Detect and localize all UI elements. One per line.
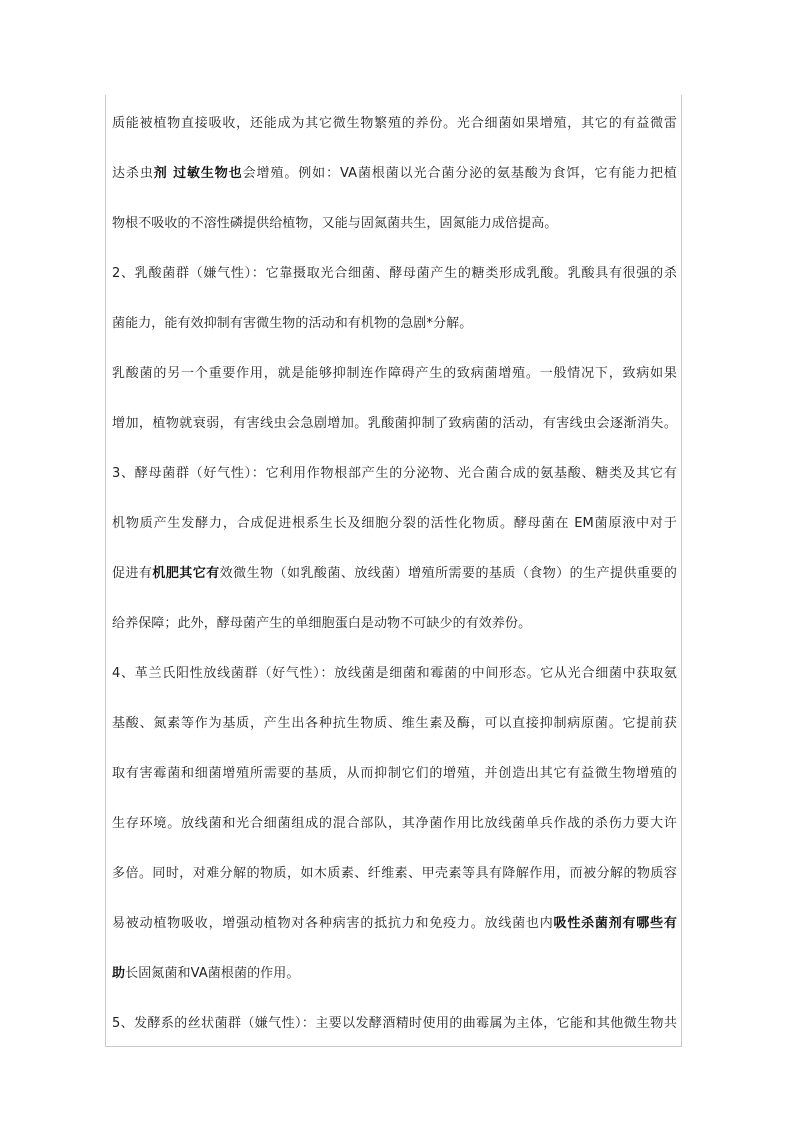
text-segment: 效微生物（如乳酸菌、放线菌）增殖所需要的基质（食物）的生产提供重要的 [219, 566, 677, 581]
text-line [112, 262, 677, 286]
text-segment: 达杀虫 [112, 166, 154, 181]
text-segment: 5、发酵系的丝状菌群（嫌气性）：主要以发酵酒精时使用的曲霉属为主体，它能和其他微生物共 [112, 1016, 677, 1031]
text-segment: 长固氮菌和VA菌根菌的作用。 [125, 966, 300, 981]
text-line [112, 512, 677, 536]
text-segment: 生存环境。放线菌和光合细菌组成的混合部队，其净菌作用比放线菌单兵作战的杀伤力要大许 [112, 816, 677, 831]
text-segment: 机物质产生发酵力，合成促进根系生长及细胞分裂的活性化物质。酵母菌在 EM菌原液中对于 [112, 516, 677, 531]
bold-text: 机肥其它有 [152, 566, 220, 581]
text-line [112, 162, 677, 186]
text-line [112, 212, 677, 236]
text-line [112, 462, 677, 486]
text-segment: 3、酵母菌群（好气性）：它利用作物根部产生的分泌物、光合菌合成的氨基酸、糖类及其它有 [112, 466, 677, 481]
text-line [112, 612, 677, 636]
text-line [112, 312, 677, 336]
bold-text: 助 [112, 966, 126, 981]
text-line [112, 412, 677, 436]
text-line [112, 362, 677, 386]
text-segment: 2、乳酸菌群（嫌气性）：它靠摄取光合细菌、酵母菌产生的糖类形成乳酸。乳酸具有很强的杀 [112, 266, 677, 281]
text-segment: 给养保障；此外，酵母菌产生的单细胞蛋白是动物不可缺少的有效养份。 [112, 616, 532, 631]
text-segment: 取有害霉菌和细菌增殖所需要的基质，从而抑制它们的增殖，并创造出其它有益微生物增殖的 [112, 766, 677, 781]
text-segment: 会增殖。例如：VA菌根菌以光合菌分泌的氨基酸为食饵，它有能力把植 [242, 166, 677, 181]
text-line [112, 1012, 677, 1036]
text-line [112, 112, 677, 136]
text-line [112, 812, 677, 836]
text-segment: 物根不吸收的不溶性磷提供给植物，又能与固氮菌共生，固氮能力成倍提高。 [112, 216, 558, 231]
text-line [112, 912, 677, 936]
text-segment: 易被动植物吸收，增强动植物对各种病害的抵抗力和免疫力。放线菌也内 [112, 916, 554, 931]
text-segment: 基酸、氮素等作为基质，产生出各种抗生物质、维生素及酶，可以直接抑制病原菌。它提前获 [112, 716, 677, 731]
bold-text: 剂 过敏生物也 [153, 166, 243, 181]
text-segment: 乳酸菌的另一个重要作用，就是能够抑制连作障碍产生的致病菌增殖。一般情况下，致病如果 [112, 366, 677, 381]
text-line [112, 662, 677, 686]
text-segment: 多倍。同时，对难分解的物质，如木质素、纤维素、甲壳素等具有降解作用，而被分解的物质容 [112, 866, 677, 881]
text-segment: 质能被植物直接吸收，还能成为其它微生物繁殖的养份。光合细菌如果增殖，其它的有益微雷 [112, 116, 677, 131]
text-line [112, 762, 677, 786]
text-segment: 菌能力，能有效抑制有害微生物的活动和有机物的急剧*分解。 [112, 316, 473, 331]
text-segment: 促进有 [112, 566, 153, 581]
text-line [112, 712, 677, 736]
text-segment: 4、革兰氏阳性放线菌群（好气性）：放线菌是细菌和霉菌的中间形态。它从光合细菌中获取氨 [112, 666, 677, 681]
text-line [112, 862, 677, 886]
text-line [112, 562, 677, 586]
text-segment: 增加，植物就衰弱，有害线虫会急剧增加。乳酸菌抑制了致病菌的活动，有害线虫会逐渐消失。 [112, 416, 677, 431]
bold-text: 吸性杀菌剂有哪些有 [553, 916, 677, 931]
text-line [112, 962, 677, 986]
